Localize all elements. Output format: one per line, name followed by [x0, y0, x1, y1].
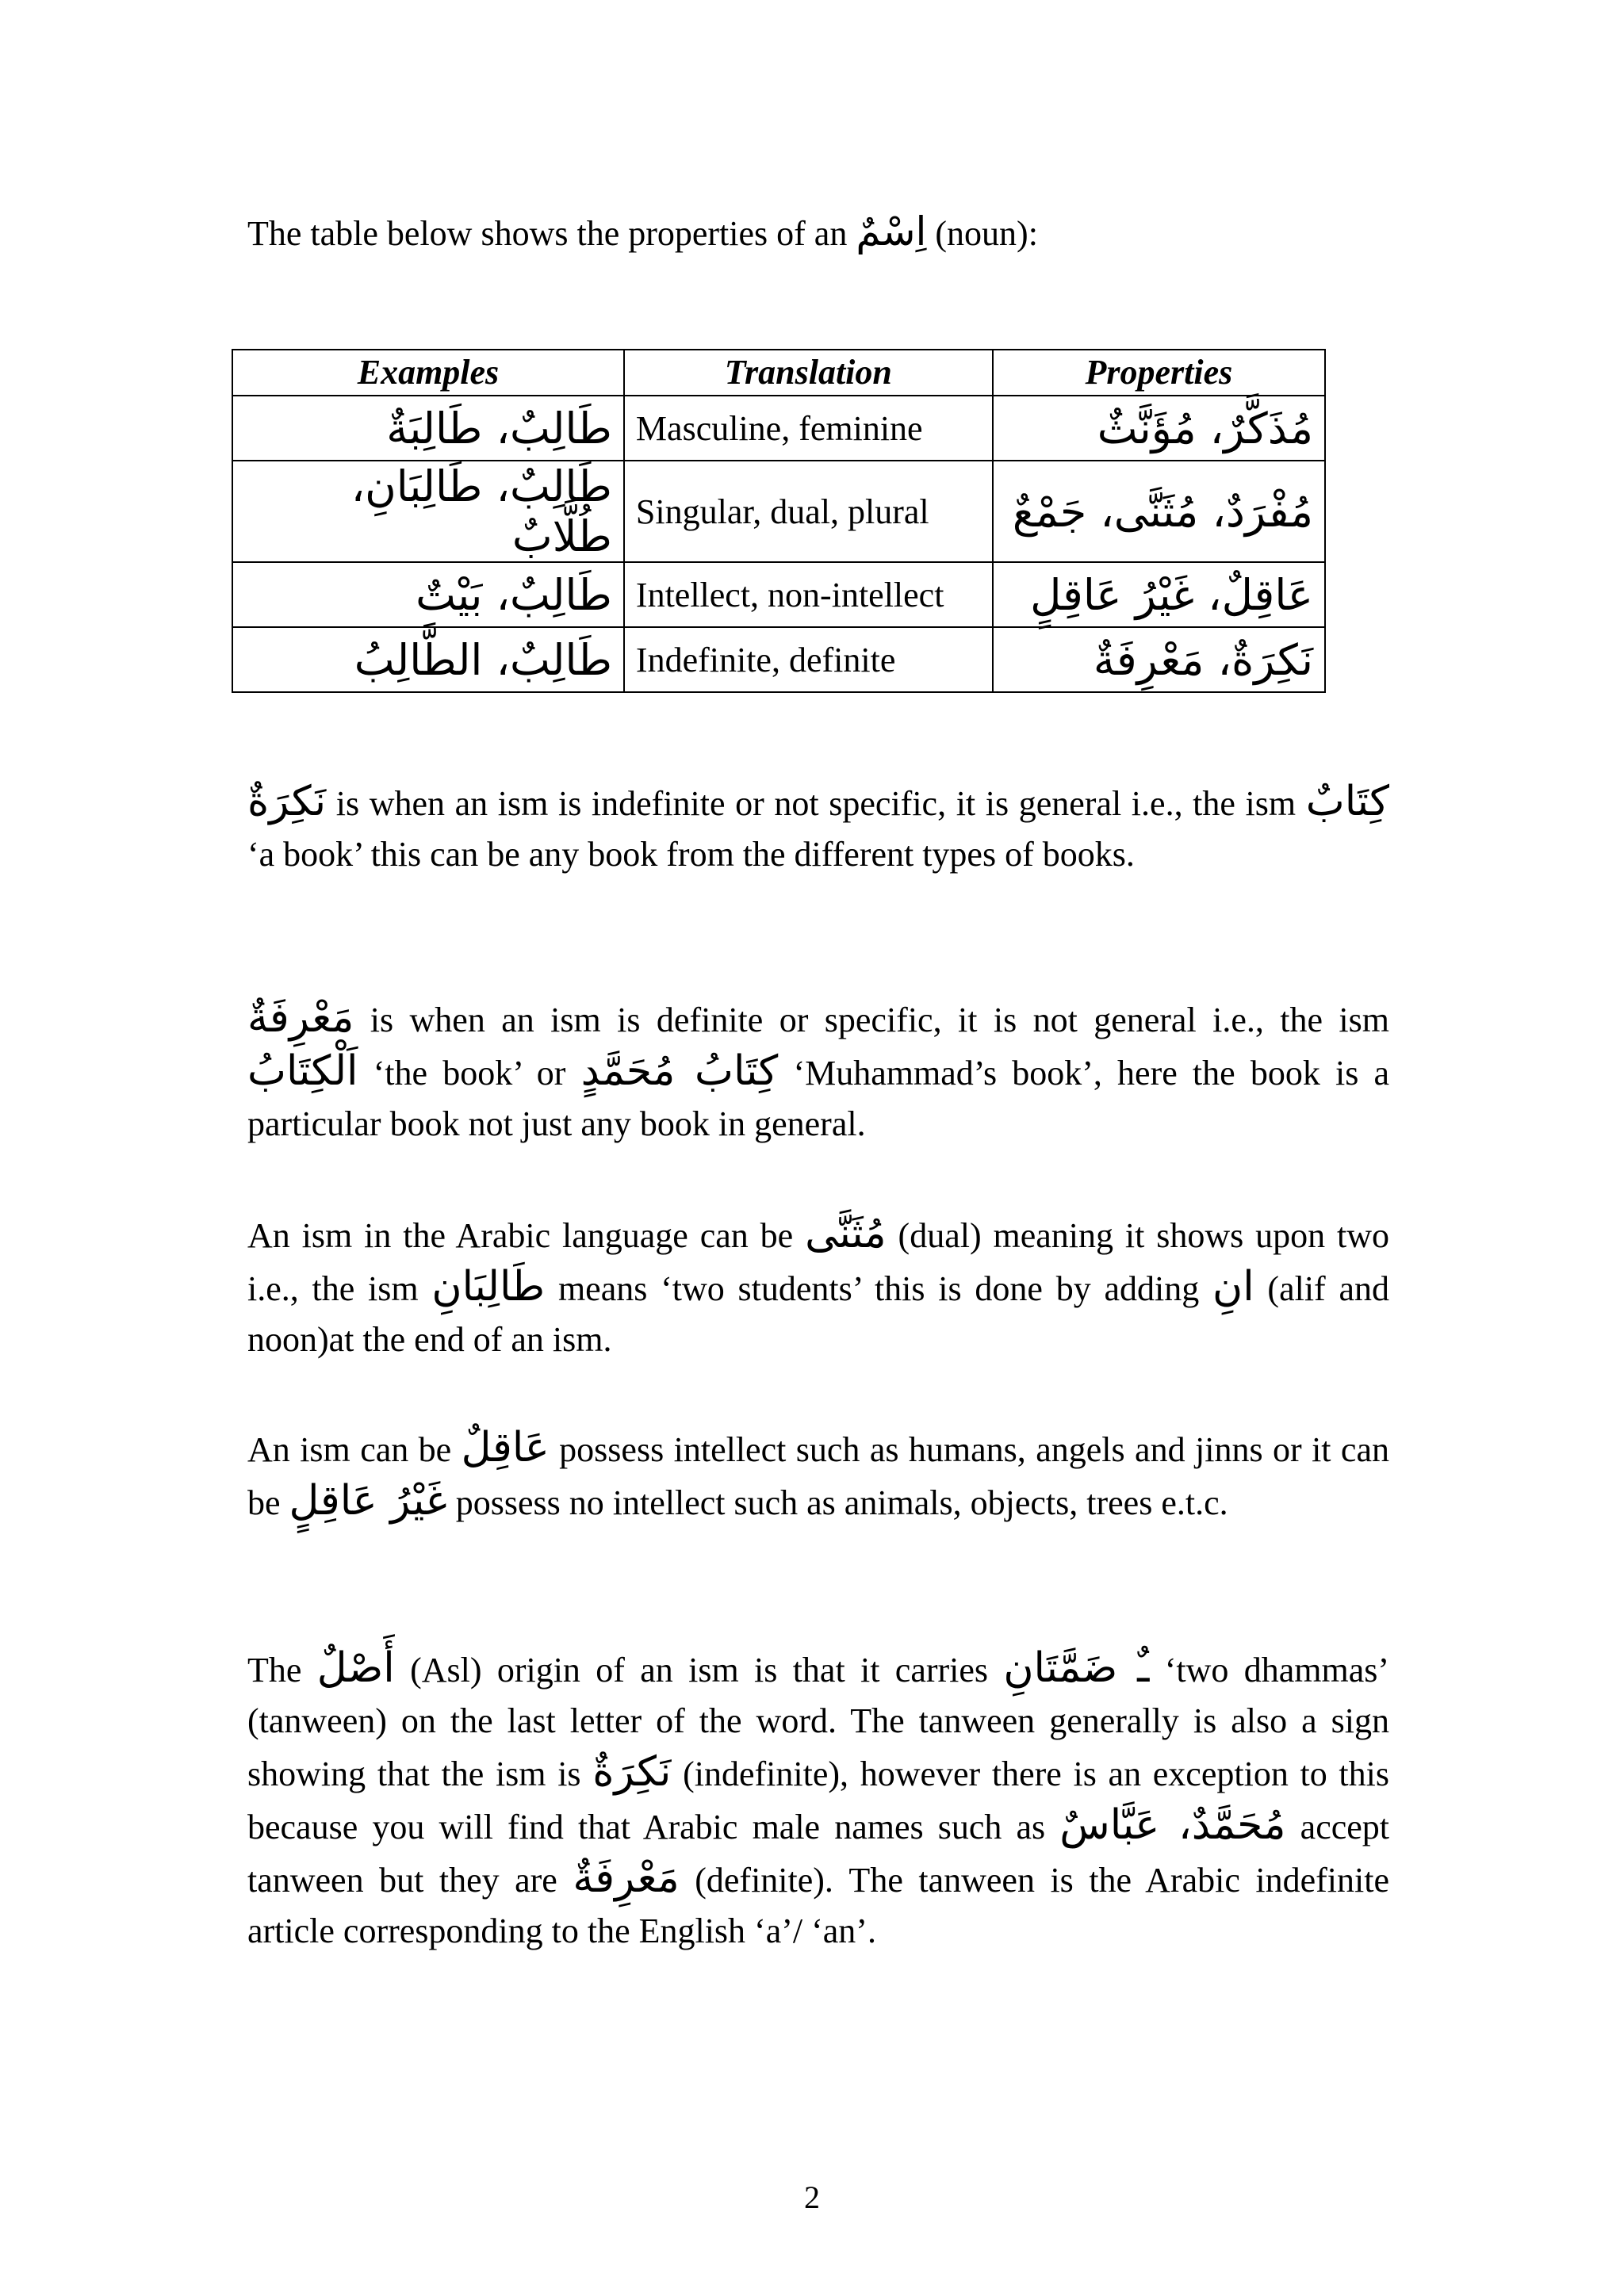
properties-cell: مُفْرَدٌ، مُثَنَّى، جَمْعٌ: [993, 461, 1325, 562]
paragraph-text: accept tanween but they are: [247, 1808, 1390, 1900]
header-properties: Properties: [993, 350, 1325, 396]
header-examples: Examples: [232, 350, 624, 396]
intro-line: [247, 208, 1038, 258]
intro-text-before: The table below shows the properties of an: [247, 214, 856, 253]
paragraph-text: ‘a book’ this can be any book from the different types of books.: [247, 835, 1135, 874]
paragraph-text: ‘the book’ or: [358, 1054, 581, 1093]
page-number: 2: [804, 2179, 820, 2215]
arabic-term: طَالِبَانِ: [431, 1263, 546, 1311]
arabic-term: أَصْلٌ: [316, 1644, 395, 1692]
header-translation: Translation: [624, 350, 993, 396]
arabic-term: انِ: [1212, 1263, 1254, 1311]
paragraph-text: means ‘two students’ this is done by adding: [545, 1269, 1212, 1308]
properties-cell: مُذَكَّرٌ، مُؤَنَّثٌ: [993, 396, 1325, 461]
arabic-term: كِتَابُ مُحَمَّدٍ: [580, 1047, 779, 1095]
table-row: [232, 461, 1325, 562]
translation-cell: Singular, dual, plural: [624, 461, 993, 562]
paragraph-nakira: [247, 776, 1389, 880]
arabic-term: مُحَمَّدٌ، عَبَّاسٌ: [1059, 1801, 1286, 1849]
paragraph-text: (dual) meaning it shows upon two i.e., the ism: [247, 1216, 1389, 1308]
arabic-term: ـٌ ضَمَّتَانِ: [1003, 1644, 1150, 1692]
intro-arabic-ism: اِسْمٌ: [856, 209, 927, 254]
paragraph-text: An ism in the Arabic language can be: [247, 1216, 806, 1255]
paragraph-text: possess no intellect such as animals, objects, trees e.t.c.: [446, 1483, 1228, 1522]
paragraph-dual: [247, 1208, 1389, 1365]
arabic-term: مَعْرِفَةٌ: [573, 1854, 680, 1902]
examples-cell: طَالِبٌ، الطَّالِبُ: [232, 627, 624, 692]
intro-text-after: (noun):: [926, 214, 1038, 253]
table-row: [232, 396, 1325, 461]
paragraph-asl: [247, 1643, 1389, 1957]
paragraph-text: ‘Muhammad’s book’, here the book is a particular book not just any book in general.: [247, 1054, 1390, 1143]
translation-cell: Indefinite, definite: [624, 627, 993, 692]
examples-cell: طَالِبٌ، طَالِبَةٌ: [232, 396, 624, 461]
paragraph-text: is when an ism is indefinite or not specific, it is general i.e., the ism: [326, 784, 1306, 823]
paragraph-marifa: [247, 993, 1389, 1150]
arabic-term: عَاقِلٌ: [461, 1424, 550, 1471]
properties-cell: نَكِرَةٌ، مَعْرِفَةٌ: [993, 627, 1325, 692]
arabic-term: نَكِرَةٌ: [247, 778, 327, 825]
paragraph-text: (definite). The tanween is the Arabic indefinite article corresponding to the English ‘a’/ ‘an’.: [247, 1861, 1389, 1950]
paragraph-text: ‘two dhammas’ (tanween) on the last letter of the word. The tanween generally is also a sign showing that the ism is: [247, 1651, 1390, 1793]
arabic-term: نَكِرَةٌ: [592, 1748, 672, 1796]
paragraph-text: (indefinite), however there is an exception to this because you will find that Arabic male names such as: [247, 1755, 1390, 1846]
paragraph-intellect: [247, 1422, 1389, 1529]
paragraph-text: The: [247, 1651, 317, 1689]
paragraph-text: (alif and noon)at the end of an ism.: [247, 1269, 1389, 1359]
arabic-term: غَيْرُ عَاقِلٍ: [289, 1477, 447, 1525]
paragraph-text: An ism can be: [247, 1430, 462, 1469]
arabic-term: كِتَابٌ: [1305, 778, 1389, 825]
paragraph-text: (Asl) origin of an ism is that it carries: [394, 1651, 1004, 1689]
arabic-term: مَعْرِفَةٌ: [247, 994, 354, 1042]
table-row: [232, 562, 1325, 627]
translation-cell: Masculine, feminine: [624, 396, 993, 461]
table-header-row: [232, 350, 1325, 396]
translation-cell: Intellect, non-intellect: [624, 562, 993, 627]
examples-cell: طَالِبٌ، بَيْتٌ: [232, 562, 624, 627]
properties-cell: عَاقِلٌ، غَيْرُ عَاقِلٍ: [993, 562, 1325, 627]
arabic-term: مُثَنَّى: [805, 1210, 887, 1257]
paragraph-text: possess intellect such as humans, angels and jinns or it can be: [247, 1430, 1389, 1522]
examples-cell: طَالِبٌ، طَالِبَانِ، طُلَّابٌ: [232, 461, 624, 562]
arabic-term: اَلْكِتَابُ: [247, 1047, 358, 1095]
paragraph-text: is when an ism is definite or specific, it is not general i.e., the ism: [354, 1001, 1389, 1039]
table-row: [232, 627, 1325, 692]
properties-table: [232, 349, 1326, 693]
